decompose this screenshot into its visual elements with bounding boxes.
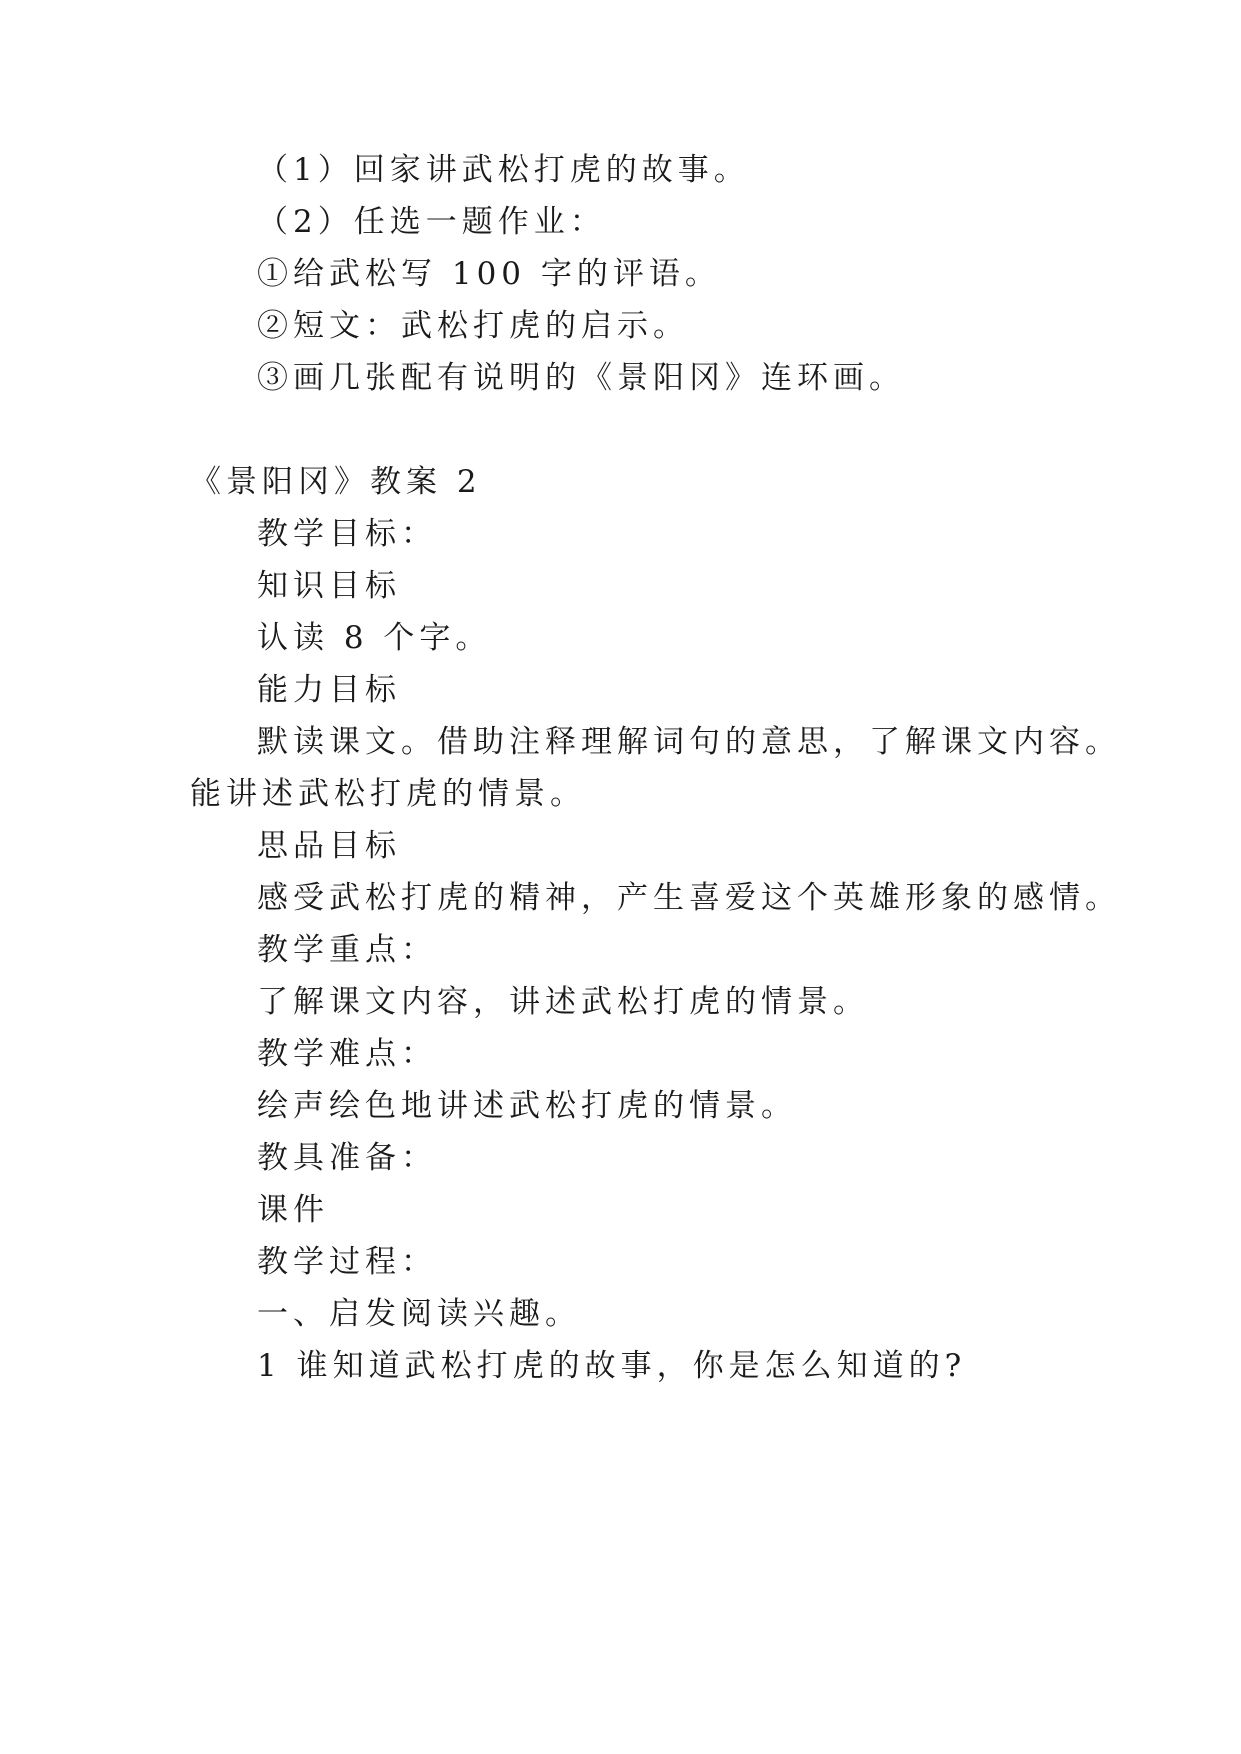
step1-heading: 一、启发阅读兴趣。 [257, 1296, 581, 1332]
step1-question-1: 1 谁知道武松打虎的故事，你是怎么知道的? [257, 1348, 967, 1384]
materials-heading: 教具准备： [257, 1140, 437, 1176]
homework-item-1: （1）回家讲武松打虎的故事。 [257, 152, 750, 188]
homework-option-1: ①给武松写 100 字的评语。 [257, 256, 721, 292]
process-heading: 教学过程： [257, 1244, 437, 1280]
materials-text: 课件 [257, 1192, 329, 1228]
difficulty-text: 绘声绘色地讲述武松打虎的情景。 [257, 1088, 797, 1124]
ability-text-line-1: 默读课文。借助注释理解词句的意思，了解课文内容。 [257, 724, 1121, 760]
ability-text-line-2: 能讲述武松打虎的情景。 [190, 776, 586, 812]
ability-heading: 能力目标 [257, 672, 401, 708]
homework-option-3: ③画几张配有说明的《景阳冈》连环画。 [257, 360, 905, 396]
key-point-heading: 教学重点： [257, 932, 437, 968]
knowledge-heading: 知识目标 [257, 568, 401, 604]
moral-text: 感受武松打虎的精神，产生喜爱这个英雄形象的感情。 [257, 880, 1121, 916]
knowledge-text: 认读 8 个字。 [257, 620, 492, 656]
moral-heading: 思品目标 [257, 828, 401, 864]
homework-option-2: ②短文：武松打虎的启示。 [257, 308, 689, 344]
homework-item-2: （2）任选一题作业： [257, 204, 606, 240]
key-point-text: 了解课文内容，讲述武松打虎的情景。 [257, 984, 869, 1020]
objectives-heading: 教学目标： [257, 516, 437, 552]
lesson-title: 《景阳冈》教案 2 [190, 464, 482, 500]
difficulty-heading: 教学难点： [257, 1036, 437, 1072]
